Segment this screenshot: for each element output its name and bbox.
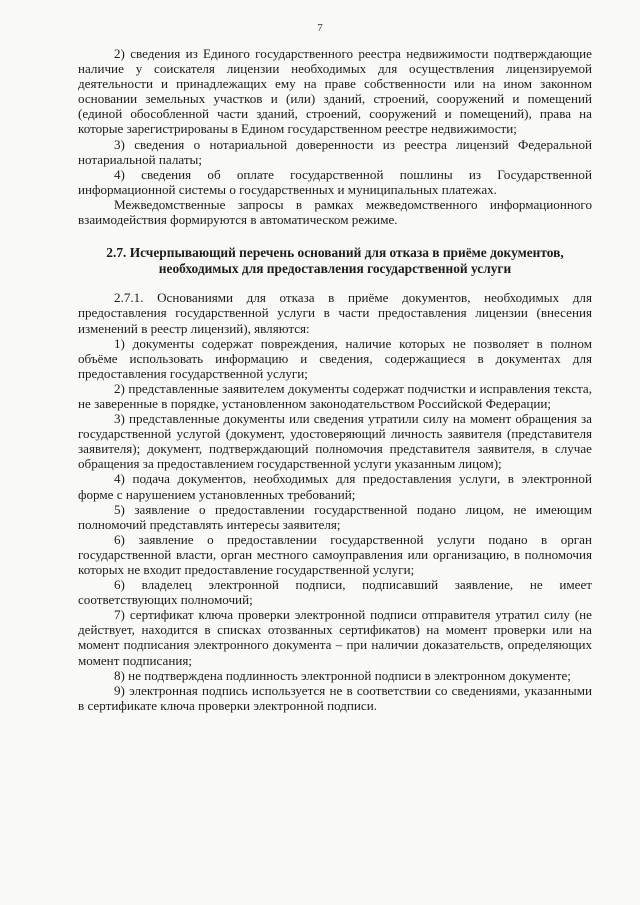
list-item: 2) представленные заявителем документы содержат подчистки и исправления текста, не заверенные в порядке, установленном законодательством Российской Федерации;: [78, 380, 592, 411]
list-item: 7) сертификат ключа проверки электронной подписи отправителя утратил силу (не действует, находится в списках отозванных сертификатов) на момент проверки или на момент подписания электронного документа – при наличии доказательств, определяющих момент подписания;: [78, 607, 592, 668]
document-body: [78, 46, 592, 713]
paragraph-state-fee-info: 4) сведения об оплате государственной пошлины из Государственной информационной системы о государственных и муниципальных платежах.: [78, 166, 592, 197]
list-item: 4) подача документов, необходимых для предоставления услуги, в электронной форме с нарушением установленных требований;: [78, 471, 592, 502]
section-heading: 2.7. Исчерпывающий перечень оснований для отказа в приёме документов, необходимых для предоставления государственной услуги: [106, 245, 564, 276]
list-item: 3) представленные документы или сведения утратили силу на момент обращения за государственной услугой (документ, удостоверяющий личность заявителя (представителя заявителя); документ, подтверждающий полномочия представителя заявителя, в случае обращения за предоставлением государственной услуги указанным лицом);: [78, 411, 592, 472]
list-item: 8) не подтверждена подлинность электронной подписи в электронном документе;: [114, 667, 571, 683]
list-item: 9) электронная подпись используется не в соответствии со сведениями, указанными в сертификате ключа проверки электронной подписи.: [78, 682, 592, 713]
page-number: 7: [317, 22, 323, 34]
paragraph-interagency-requests: Межведомственные запросы в рамках межведомственного информационного взаимодействия формируются в автоматическом режиме.: [78, 196, 592, 228]
list-item: 6) владелец электронной подписи, подписавший заявление, не имеет соответствующих полномочий;: [78, 577, 592, 608]
list-item: 6) заявление о предоставлении государственной услуги подано в орган государственной власти, орган местного самоуправления или организацию, в полномочия которых не входит предоставление государственной услуги;: [78, 531, 592, 577]
paragraph-notary-info: 3) сведения о нотариальной доверенности из реестра лицензий Федеральной нотариальной палаты;: [78, 136, 592, 167]
list-item: 5) заявление о предоставлении государственной подано лицом, не имеющим полномочий представлять интересы заявителя;: [78, 501, 592, 532]
paragraph-egrn-info: 2) сведения из Единого государственного реестра недвижимости подтверждающие наличие у соискателя лицензии необходимых для осуществления лицензируемой деятельности и принадлежащих ему на праве собственности или на ином законном основании земельных участков и (или) зданий, строений, сооружений и помещений (единой обособленной части зданий, строений, сооружений и помещений), права на которые зарегистрированы в Едином государственном реестре недвижимости;: [78, 46, 592, 137]
paragraph-grounds-intro: 2.7.1. Основаниями для отказа в приёме документов, необходимых для предоставления государственной услуги в части предоставления лицензии (внесения изменений в реестр лицензий), являются:: [78, 290, 592, 336]
list-item: 1) документы содержат повреждения, наличие которых не позволяет в полном объёме использовать информацию и сведения, содержащиеся в документах для предоставления государственной услуги;: [78, 335, 592, 381]
